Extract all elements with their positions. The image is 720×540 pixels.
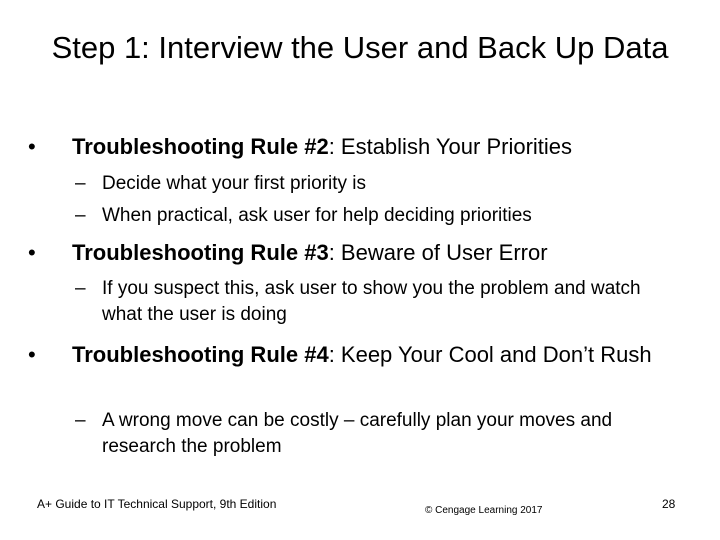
rule-description: : Establish Your Priorities <box>328 134 573 159</box>
sub-bullet-marker: – <box>75 205 86 226</box>
rule-name: Troubleshooting Rule #3 <box>72 240 329 265</box>
footer-book-title: A+ Guide to IT Technical Support, 9th Edition <box>37 497 277 511</box>
bullet-text <box>72 340 662 369</box>
rule-name: Troubleshooting Rule #2 <box>72 134 329 159</box>
slide-number: 28 <box>662 497 676 511</box>
rule-description: : Beware of User Error <box>328 240 548 265</box>
sub-bullet-text: If you suspect this, ask user to show you the problem and watch what the user is doing <box>102 278 641 325</box>
bullet-marker: • <box>28 240 36 265</box>
bullet-text <box>72 238 692 267</box>
bullet-marker: • <box>28 134 36 159</box>
sub-bullet-text: Decide what your first priority is <box>102 173 366 194</box>
rule-description: : Keep Your Cool and Don’t Rush <box>328 342 652 367</box>
sub-bullet-marker: – <box>75 278 86 299</box>
footer-copyright: © Cengage Learning 2017 <box>425 505 543 516</box>
sub-bullet-marker: – <box>75 173 86 194</box>
bullet-marker: • <box>28 342 36 367</box>
bullet-text <box>72 132 692 161</box>
sub-bullet-marker: – <box>75 410 86 431</box>
sub-bullet-text: A wrong move can be costly – carefully plan your moves and research the problem <box>102 410 613 457</box>
slide-title: Step 1: Interview the User and Back Up Data <box>51 30 669 65</box>
sub-bullet-text: When practical, ask user for help deciding priorities <box>102 205 532 226</box>
rule-name: Troubleshooting Rule #4 <box>72 342 329 367</box>
